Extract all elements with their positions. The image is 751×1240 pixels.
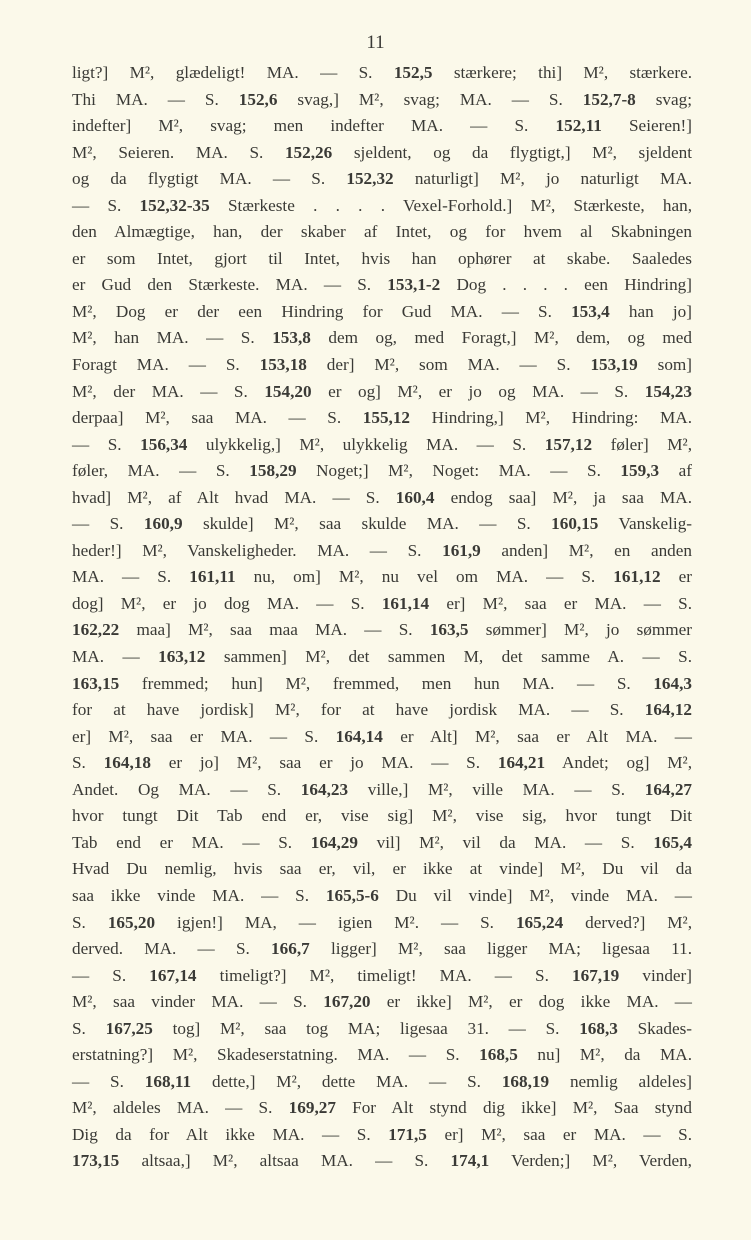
page-reference: 167,14 bbox=[149, 965, 197, 985]
text-line: derved. MA. — S. 166,7 ligger] M², saa ligger MA; ligesaa 11. bbox=[72, 939, 692, 959]
text-line: hvad] M², af Alt hvad MA. — S. 160,4 endog saa] M², ja saa MA. bbox=[72, 487, 692, 507]
page-reference: 164,23 bbox=[300, 779, 349, 799]
page-reference: 163,15 bbox=[72, 673, 120, 693]
page-reference: 165,5-6 bbox=[325, 885, 379, 905]
page-reference: 161,11 bbox=[189, 567, 236, 587]
text-line: dog] M², er jo dog MA. — S. 161,14 er] M², saa er MA. — S. bbox=[72, 593, 692, 613]
text-line: føler, MA. — S. 158,29 Noget;] M², Noget: MA. — S. 159,3 af bbox=[72, 461, 692, 481]
page-reference: 165,20 bbox=[107, 912, 156, 932]
page-reference: 153,8 bbox=[272, 328, 311, 348]
page-reference: 169,27 bbox=[288, 1098, 336, 1118]
page-reference: 171,5 bbox=[388, 1124, 427, 1144]
text-line: — S. 160,9 skulde] M², saa skulde MA. — S. 160,15 Vanskelig- bbox=[72, 514, 693, 534]
text-line: Dig da for Alt ikke MA. — S. 171,5 er] M², saa er MA. — S. bbox=[72, 1124, 692, 1144]
text-line: Foragt MA. — S. 153,18 der] M², som MA. — S. 153,19 som] bbox=[72, 355, 693, 375]
text-line: M², der MA. — S. 154,20 er og] M², er jo og MA. — S. 154,23 bbox=[72, 381, 692, 401]
text-line: hvor tungt Dit Tab end er, vise sig] M², vise sig, hvor tungt Dit bbox=[72, 806, 692, 826]
page-reference: 154,23 bbox=[644, 381, 692, 401]
text-line: erstatning?] M², Skadeserstatning. MA. — S. 168,5 nu] M², da MA. bbox=[72, 1045, 692, 1065]
text-line: — S. 168,11 dette,] M², dette MA. — S. 168,19 nemlig aldeles] bbox=[72, 1071, 692, 1091]
page-reference: 163,5 bbox=[429, 620, 469, 640]
page-reference: 156,34 bbox=[140, 434, 188, 454]
text-line: er som Intet, gjort til Intet, hvis han ophører at skabe. Saaledes bbox=[72, 248, 692, 268]
text-line: M², saa vinder MA. — S. 167,20 er ikke] M², er dog ikke MA. — bbox=[72, 992, 692, 1012]
page-reference: 152,7-8 bbox=[582, 89, 636, 109]
text-line: — S. 156,34 ulykkelig,] M², ulykkelig MA. — S. 157,12 føler] M², bbox=[72, 434, 692, 454]
page-reference: 167,19 bbox=[572, 965, 620, 985]
page-reference: 165,4 bbox=[653, 832, 692, 852]
page-reference: 165,24 bbox=[515, 912, 564, 932]
text-line: saa ikke vinde MA. — S. 165,5-6 Du vil vinde] M², vinde MA. — bbox=[72, 885, 692, 905]
page-reference: 173,15 bbox=[72, 1151, 120, 1171]
page-reference: 164,12 bbox=[644, 700, 692, 720]
page-reference: 166,7 bbox=[271, 939, 310, 959]
page-reference: 155,12 bbox=[362, 408, 411, 428]
text-line: heder!] M², Vanskeligheder. MA. — S. 161,9 anden] M², en anden bbox=[72, 540, 692, 560]
text-line: indefter] M², svag; men indefter MA. — S. 152,11 Seieren!] bbox=[72, 116, 692, 136]
page-reference: 160,15 bbox=[551, 514, 599, 534]
text-line: S. 167,25 tog] M², saa tog MA; ligesaa 31. — S. 168,3 Skades- bbox=[72, 1018, 693, 1038]
text-line: 173,15 altsaa,] M², altsaa MA. — S. 174,1 Verden;] M², Verden, bbox=[72, 1151, 692, 1171]
text-line: S. 164,18 er jo] M², saa er jo MA. — S. 164,21 Andet; og] M², bbox=[72, 753, 692, 773]
page-reference: 152,32-35 bbox=[139, 195, 210, 215]
page-reference: 167,20 bbox=[323, 992, 371, 1012]
page-reference: 168,3 bbox=[579, 1018, 618, 1038]
page-reference: 152,11 bbox=[555, 116, 602, 136]
text-line: for at have jordisk] M², for at have jordisk MA. — S. 164,12 bbox=[72, 700, 692, 720]
page-reference: 158,29 bbox=[249, 461, 297, 481]
page-reference: 153,4 bbox=[571, 301, 610, 321]
text-line: Thi MA. — S. 152,6 svag,] M², svag; MA. — S. 152,7-8 svag; bbox=[72, 89, 693, 109]
text-line: Tab end er MA. — S. 164,29 vil] M², vil da MA. — S. 165,4 bbox=[72, 832, 692, 852]
text-line: ligt?] M², glædeligt! MA. — S. 152,5 stærkere; thi] M², stærkere. bbox=[72, 63, 692, 82]
page-reference: 153,19 bbox=[590, 355, 638, 375]
page-reference: 164,14 bbox=[335, 726, 383, 746]
page-number: 11 bbox=[366, 32, 385, 53]
text-line: MA. — S. 161,11 nu, om] M², nu vel om MA. — S. 161,12 er bbox=[72, 567, 692, 587]
text-line: er Gud den Stærkeste. MA. — S. 153,1-2 Dog . . . . een Hindring] bbox=[72, 275, 692, 295]
text-line: S. 165,20 igjen!] MA, — igien M². — S. 165,24 derved?] M², bbox=[72, 912, 692, 932]
page-reference: 174,1 bbox=[450, 1151, 490, 1171]
text-line: MA. — 163,12 sammen] M², det sammen M, det samme A. — S. bbox=[72, 647, 692, 667]
text-line: Hvad Du nemlig, hvis saa er, vil, er ikke at vinde] M², Du vil da bbox=[72, 859, 692, 879]
page-reference: 152,32 bbox=[346, 169, 394, 189]
text-line: M², Dog er der een Hindring for Gud MA. — S. 153,4 han jo] bbox=[72, 301, 692, 321]
page-reference: 163,12 bbox=[158, 647, 206, 667]
text-line: — S. 167,14 timeligt?] M², timeligt! MA. — S. 167,19 vinder] bbox=[72, 965, 692, 985]
page-reference: 153,18 bbox=[259, 355, 307, 375]
page-reference: 161,12 bbox=[613, 567, 661, 587]
text-line: den Almægtige, han, der skaber af Intet, og for hvem al Skabningen bbox=[72, 222, 692, 242]
page-reference: 168,19 bbox=[501, 1071, 550, 1091]
text-line: Andet. Og MA. — S. 164,23 ville,] M², ville MA. — S. 164,27 bbox=[72, 779, 692, 799]
text-line: og da flygtigt MA. — S. 152,32 naturligt] M², jo naturligt MA. bbox=[72, 169, 692, 189]
page-reference: 161,14 bbox=[381, 593, 430, 613]
page-reference: 164,29 bbox=[310, 832, 358, 852]
page-reference: 168,11 bbox=[144, 1071, 192, 1091]
page-reference: 160,9 bbox=[143, 514, 183, 534]
text-line: 163,15 fremmed; hun] M², fremmed, men hun MA. — S. 164,3 bbox=[72, 673, 692, 693]
text-line: er] M², saa er MA. — S. 164,14 er Alt] M², saa er Alt MA. — bbox=[72, 726, 692, 746]
page-reference: 154,20 bbox=[264, 381, 312, 401]
page-reference: 160,4 bbox=[395, 487, 435, 507]
page-reference: 152,5 bbox=[393, 63, 433, 82]
text-line: 162,22 maa] M², saa maa MA. — S. 163,5 sømmer] M², jo sømmer bbox=[72, 620, 692, 640]
text-line: derpaa] M², saa MA. — S. 155,12 Hindring,] M², Hindring: MA. bbox=[72, 408, 692, 428]
page-reference: 167,25 bbox=[105, 1018, 153, 1038]
page-reference: 152,6 bbox=[238, 89, 278, 109]
page-reference: 164,27 bbox=[644, 779, 692, 799]
page-reference: 164,21 bbox=[497, 753, 546, 773]
page-reference: 157,12 bbox=[544, 434, 593, 454]
page-reference: 164,18 bbox=[103, 753, 151, 773]
page-reference: 152,26 bbox=[284, 142, 333, 162]
page-reference: 159,3 bbox=[620, 461, 660, 481]
text-line: M², han MA. — S. 153,8 dem og, med Foragt,] M², dem, og med bbox=[72, 328, 692, 348]
text-line: M², Seieren. MA. S. 152,26 sjeldent, og da flygtigt,] M², sjeldent bbox=[72, 142, 692, 162]
page-reference: 153,1-2 bbox=[387, 275, 441, 295]
page-reference: 161,9 bbox=[442, 540, 481, 560]
text-line: M², aldeles MA. — S. 169,27 For Alt stynd dig ikke] M², Saa stynd bbox=[72, 1098, 692, 1118]
page-reference: 162,22 bbox=[72, 620, 120, 640]
text-line: — S. 152,32-35 Stærkeste . . . . Vexel-Forhold.] M², Stærkeste, han, bbox=[72, 195, 692, 215]
page-reference: 168,5 bbox=[479, 1045, 518, 1065]
critical-notes-text bbox=[72, 60, 692, 1175]
page-reference: 164,3 bbox=[653, 673, 692, 693]
